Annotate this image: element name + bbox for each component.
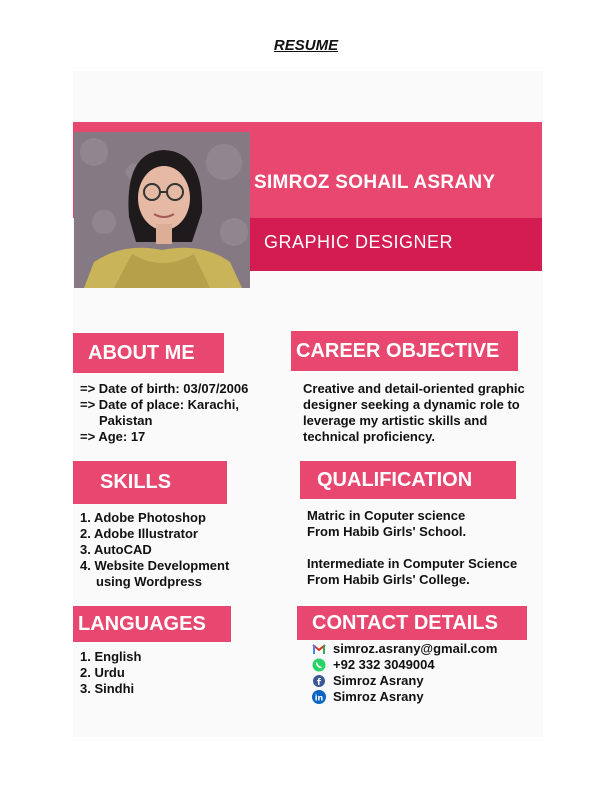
contact-email[interactable]: simroz.asrany@gmail.com xyxy=(333,641,498,656)
qualification-heading xyxy=(300,461,516,499)
skills-list xyxy=(80,510,229,590)
profile-photo xyxy=(74,132,250,288)
svg-text:f: f xyxy=(317,678,321,688)
skill-item-cont: using Wordpress xyxy=(96,574,202,589)
about-age: => Age: 17 xyxy=(80,429,146,444)
qualification-item: Matric in Coputer science xyxy=(307,508,466,523)
career-line: Creative and detail-oriented graphic xyxy=(303,381,525,396)
about-place: => Date of place: Karachi, xyxy=(80,397,239,412)
contact-list xyxy=(312,641,497,705)
svg-text:in: in xyxy=(314,693,324,703)
language-item: 1. English xyxy=(80,649,142,664)
qualification-item: From Habib Girls' College. xyxy=(307,572,470,587)
skill-item: 1. Adobe Photoshop xyxy=(80,510,206,525)
contact-facebook-row xyxy=(312,673,497,689)
languages-list xyxy=(80,649,141,697)
about-list xyxy=(80,381,248,445)
skill-item: 4. Website Development xyxy=(80,558,230,573)
facebook-icon xyxy=(312,674,326,688)
contact-facebook[interactable]: Simroz Asrany xyxy=(333,673,424,688)
contact-phone[interactable]: +92 332 3049004 xyxy=(333,657,435,672)
contact-linkedin[interactable]: Simroz Asrany xyxy=(333,689,424,704)
skill-item: 3. AutoCAD xyxy=(80,542,152,557)
contact-heading xyxy=(297,606,527,640)
document-title: RESUME xyxy=(273,37,339,54)
career-line: leverage my artistic skills and xyxy=(303,413,488,428)
about-dob: => Date of birth: 03/07/2006 xyxy=(80,381,249,396)
language-item: 2. Urdu xyxy=(80,665,125,680)
linkedin-icon xyxy=(312,690,326,704)
contact-email-row xyxy=(312,641,497,657)
qualification-item: Intermediate in Computer Science xyxy=(307,556,518,571)
career-heading xyxy=(291,331,518,371)
languages-heading xyxy=(73,606,231,642)
career-line: designer seeking a dynamic role to xyxy=(303,397,520,412)
career-heading-text: CAREER OBJECTIVE xyxy=(296,339,500,362)
skills-heading-text: SKILLS xyxy=(100,471,172,493)
career-text xyxy=(303,381,525,445)
contact-heading-text: CONTACT DETAILS xyxy=(312,611,498,634)
contact-phone-row xyxy=(312,657,497,673)
about-heading xyxy=(73,333,224,373)
about-heading-text: ABOUT ME xyxy=(88,341,195,364)
qualification-list xyxy=(307,508,517,588)
qualification-item: From Habib Girls' School. xyxy=(307,524,467,539)
skill-item: 2. Adobe Illustrator xyxy=(80,526,198,541)
gmail-icon xyxy=(312,642,326,656)
about-place-cont: Pakistan xyxy=(99,413,153,428)
language-item: 3. Sindhi xyxy=(80,681,135,696)
candidate-name: SIMROZ SOHAIL ASRANY xyxy=(254,172,496,193)
whatsapp-icon xyxy=(312,658,326,672)
qualification-heading-text: QUALIFICATION xyxy=(317,468,473,491)
career-line: technical proficiency. xyxy=(303,429,435,444)
candidate-role: GRAPHIC DESIGNER xyxy=(264,232,454,252)
skills-heading xyxy=(73,461,227,504)
contact-linkedin-row xyxy=(312,689,497,705)
languages-heading-text: LANGUAGES xyxy=(78,612,206,635)
